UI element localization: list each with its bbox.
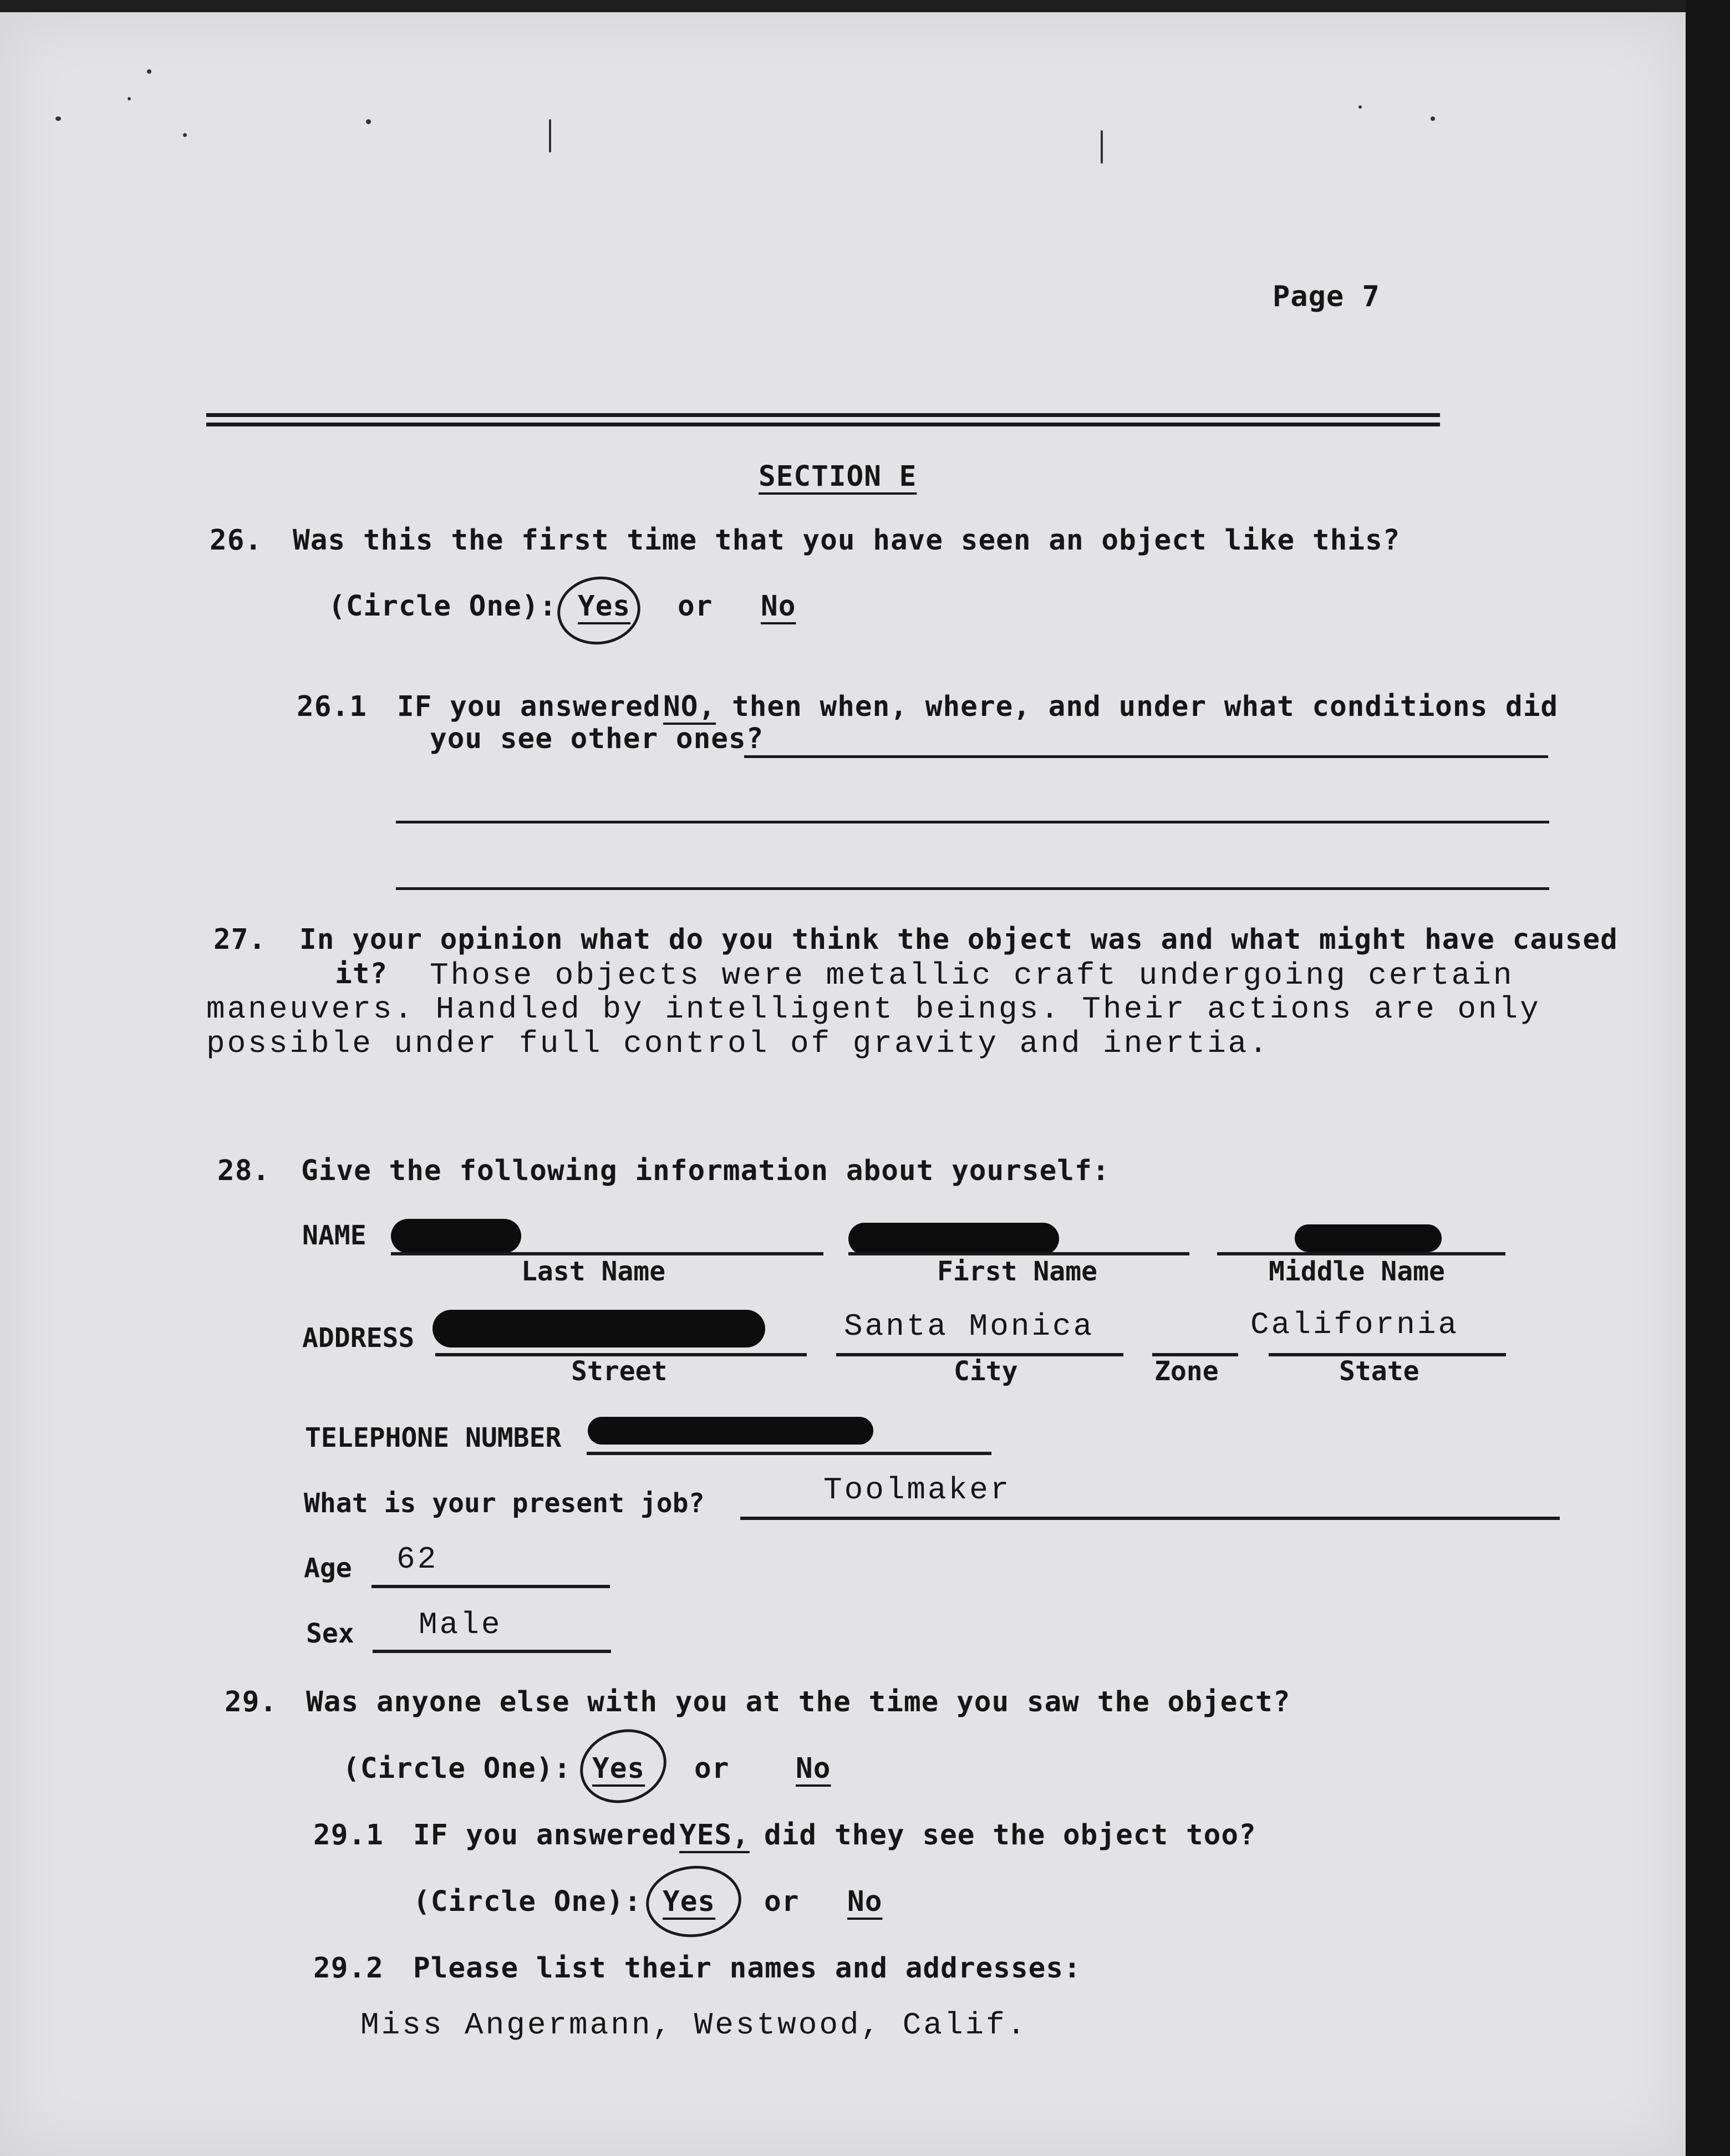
scan-border bbox=[1686, 0, 1730, 2156]
q26-question: Was this the first time that you have seen an object like this? bbox=[293, 524, 1401, 557]
q29-circle-label: (Circle One): bbox=[343, 1752, 572, 1785]
double-rule-bottom bbox=[206, 423, 1440, 426]
scan-speck bbox=[1358, 105, 1362, 109]
q29-2-answer: Miss Angermann, Westwood, Calif. bbox=[360, 2007, 1028, 2043]
q27-number: 27. bbox=[213, 923, 267, 956]
job-line[interactable] bbox=[740, 1517, 1560, 1520]
job-value: Toolmaker bbox=[823, 1472, 1011, 1508]
last-name-caption: Last Name bbox=[521, 1256, 666, 1287]
q29-question: Was anyone else with you at the time you saw the object? bbox=[306, 1686, 1291, 1718]
redaction-last-name bbox=[391, 1219, 521, 1253]
q27-answer-line2: maneuvers. Handled by intelligent beings. Their actions are only bbox=[206, 991, 1541, 1027]
q26-1-answer-line-1[interactable] bbox=[744, 755, 1548, 758]
first-name-caption: First Name bbox=[937, 1256, 1097, 1287]
q29-1-yes-option[interactable]: Yes bbox=[663, 1885, 716, 1918]
q29-1-emph: YES, bbox=[679, 1819, 750, 1852]
q28-question: Give the following information about yourself: bbox=[301, 1155, 1110, 1187]
last-name-line[interactable] bbox=[391, 1252, 823, 1255]
q26-1-prefix: IF you answered bbox=[397, 690, 661, 723]
address-label: ADDRESS bbox=[302, 1323, 415, 1354]
q29-1-number: 29.1 bbox=[313, 1819, 384, 1852]
zone-caption: Zone bbox=[1154, 1356, 1219, 1387]
q26-1-rest: then when, where, and under what conditions did bbox=[732, 690, 1559, 723]
q26-circle-label: (Circle One): bbox=[328, 590, 557, 623]
state-caption: State bbox=[1339, 1356, 1419, 1387]
q29-1-prefix: IF you answered bbox=[413, 1819, 677, 1852]
q27-question-line1: In your opinion what do you think the object was and what might have caused bbox=[299, 923, 1618, 956]
q27-question-line2: it? bbox=[335, 958, 388, 990]
state-value: California bbox=[1250, 1307, 1459, 1343]
city-caption: City bbox=[954, 1356, 1018, 1387]
q26-no-option[interactable]: No bbox=[761, 590, 796, 623]
scan-speck bbox=[549, 119, 551, 152]
q29-or: or bbox=[694, 1752, 730, 1785]
q29-2-number: 29.2 bbox=[313, 1952, 384, 1985]
middle-name-caption: Middle Name bbox=[1269, 1256, 1445, 1287]
page-number: Page 7 bbox=[1273, 280, 1380, 313]
q26-yes-option[interactable]: Yes bbox=[578, 590, 631, 623]
q26-1-answer-line-2[interactable] bbox=[396, 821, 1549, 823]
q26-1-number: 26.1 bbox=[297, 690, 367, 723]
q26-1-line2: you see other ones? bbox=[430, 723, 764, 755]
scan-speck bbox=[1431, 116, 1435, 121]
job-label: What is your present job? bbox=[304, 1488, 705, 1519]
q29-2-question: Please list their names and addresses: bbox=[413, 1952, 1081, 1985]
redaction-middle-name bbox=[1295, 1224, 1442, 1252]
q27-answer-line1: Those objects were metallic craft undergoing certain bbox=[430, 958, 1514, 993]
double-rule-top bbox=[206, 413, 1440, 417]
scan-speck bbox=[1101, 130, 1103, 164]
redaction-street bbox=[432, 1310, 765, 1347]
q29-yes-option[interactable]: Yes bbox=[592, 1752, 645, 1785]
city-value: Santa Monica bbox=[844, 1309, 1095, 1344]
section-title: SECTION E bbox=[759, 460, 917, 493]
telephone-label: TELEPHONE NUMBER bbox=[305, 1422, 562, 1453]
q29-1-circle-label: (Circle One): bbox=[413, 1885, 642, 1918]
age-label: Age bbox=[304, 1553, 352, 1584]
q29-1-rest: did they see the object too? bbox=[764, 1819, 1256, 1852]
q29-1-or: or bbox=[764, 1885, 800, 1918]
q29-1-no-option[interactable]: No bbox=[847, 1885, 883, 1918]
redaction-telephone bbox=[588, 1417, 873, 1445]
first-name-line[interactable] bbox=[848, 1252, 1189, 1255]
q29-number: 29. bbox=[225, 1686, 278, 1718]
q28-number: 28. bbox=[217, 1155, 271, 1187]
scan-speck bbox=[147, 69, 151, 74]
sex-label: Sex bbox=[306, 1618, 354, 1649]
scan-speck bbox=[366, 119, 371, 124]
q26-1-answer-line-3[interactable] bbox=[396, 887, 1549, 890]
redaction-first-name bbox=[848, 1223, 1059, 1255]
scan-speck bbox=[183, 133, 187, 137]
middle-name-line[interactable] bbox=[1217, 1252, 1505, 1255]
q26-number: 26. bbox=[210, 524, 263, 557]
age-line[interactable] bbox=[372, 1585, 610, 1588]
sex-line[interactable] bbox=[373, 1650, 611, 1653]
name-label: NAME bbox=[302, 1220, 367, 1251]
q29-no-option[interactable]: No bbox=[796, 1752, 831, 1785]
age-value: 62 bbox=[396, 1542, 439, 1577]
telephone-line[interactable] bbox=[587, 1452, 991, 1455]
q26-1-emph: NO, bbox=[663, 690, 716, 723]
q27-answer-line3: possible under full control of gravity and inertia. bbox=[206, 1026, 1270, 1061]
street-caption: Street bbox=[571, 1356, 668, 1387]
scan-speck bbox=[55, 116, 61, 121]
scan-speck bbox=[128, 97, 131, 100]
sex-value: Male bbox=[419, 1607, 502, 1643]
q26-or: or bbox=[678, 590, 713, 623]
